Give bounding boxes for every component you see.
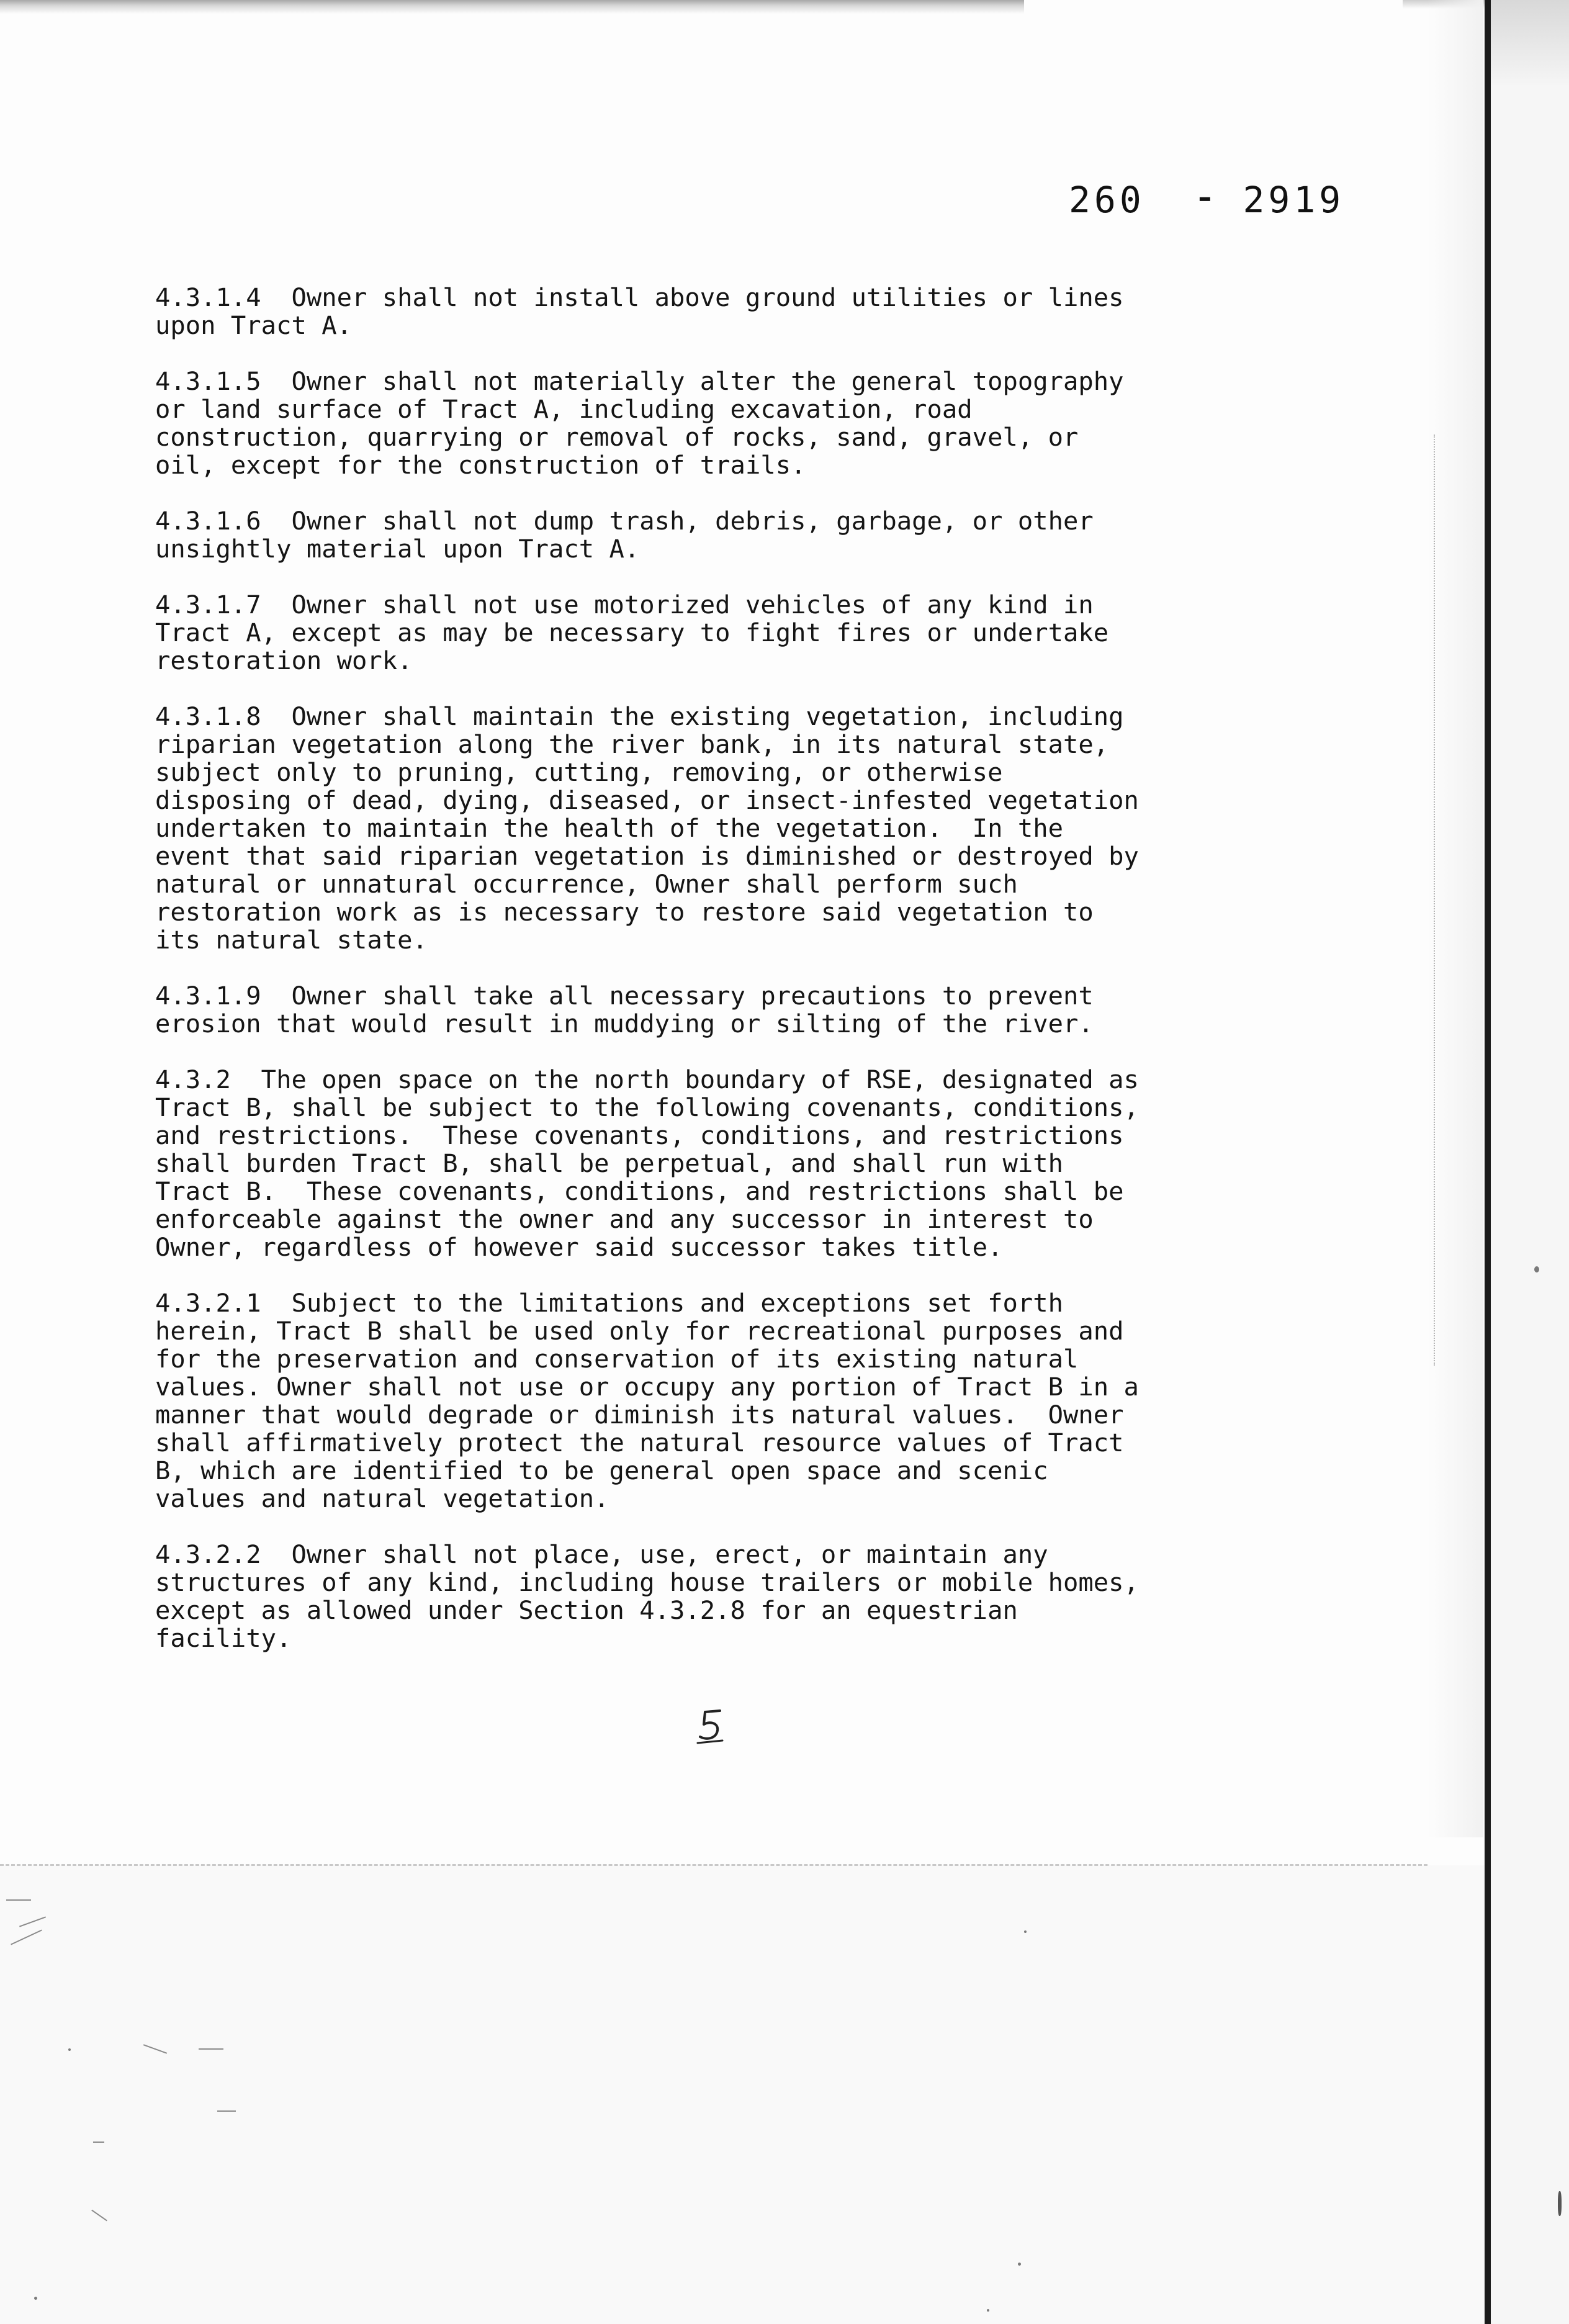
scan-speck xyxy=(1534,1266,1539,1272)
page-binding-edge xyxy=(1485,0,1491,2324)
text-line: 4.3.1.6 Owner shall not dump trash, debris, garbage, or other xyxy=(155,506,1094,536)
text-line: upon Tract A. xyxy=(155,310,352,340)
text-line: Tract B. These covenants, conditions, and restrictions shall be xyxy=(155,1176,1124,1206)
text-line: shall burden Tract B, shall be perpetual, and shall run with xyxy=(155,1148,1063,1178)
text-line: 4.3.1.7 Owner shall not use motorized vehicles of any kind in xyxy=(155,590,1094,619)
document-body xyxy=(155,284,1322,1680)
text-line: event that said riparian vegetation is diminished or destroyed by xyxy=(155,841,1139,871)
text-line: disposing of dead, dying, diseased, or insect-infested vegetation xyxy=(155,785,1139,815)
text-line: enforceable against the owner and any successor in interest to xyxy=(155,1204,1094,1234)
text-line: natural or unnatural occurrence, Owner shall perform such xyxy=(155,869,1018,899)
scan-speck xyxy=(34,2297,37,2300)
scan-mark xyxy=(217,2110,236,2112)
text-line: subject only to pruning, cutting, removing, or otherwise xyxy=(155,757,1003,787)
clause-4-3-1-8 xyxy=(155,703,1322,954)
scan-fold-line xyxy=(0,1864,1427,1866)
text-line: B, which are identified to be general open space and scenic xyxy=(155,1456,1048,1485)
text-line: undertaken to maintain the health of the vegetation. In the xyxy=(155,813,1063,843)
text-line: for the preservation and conservation of its existing natural xyxy=(155,1344,1079,1374)
text-line: facility. xyxy=(155,1623,292,1653)
text-line: values. Owner shall not use or occupy any portion of Tract B in a xyxy=(155,1372,1139,1402)
scan-speck xyxy=(1024,1930,1027,1933)
scan-dotted-edge xyxy=(1434,435,1435,1366)
scan-speck xyxy=(68,2048,71,2051)
scan-right-margin-top xyxy=(1491,0,1569,87)
text-line: 4.3.2.1 Subject to the limitations and exceptions set forth xyxy=(155,1288,1063,1318)
text-line: restoration work. xyxy=(155,646,413,675)
text-line: Tract A, except as may be necessary to fight fires or undertake xyxy=(155,618,1109,647)
clause-4-3-1-5 xyxy=(155,367,1322,479)
text-line: 4.3.2 The open space on the north boundary of RSE, designated as xyxy=(155,1065,1139,1094)
text-line: 4.3.1.9 Owner shall take all necessary precautions to prevent xyxy=(155,981,1094,1011)
text-line: manner that would degrade or diminish its natural values. Owner xyxy=(155,1400,1124,1430)
text-line: erosion that would result in muddying or silting of the river. xyxy=(155,1009,1094,1038)
text-line: 4.3.1.8 Owner shall maintain the existing vegetation, including xyxy=(155,701,1124,731)
clause-4-3-1-7 xyxy=(155,591,1322,675)
scan-shadow xyxy=(1427,0,1483,1837)
text-line: shall affirmatively protect the natural resource values of Tract xyxy=(155,1428,1124,1457)
scan-speck xyxy=(987,2309,989,2312)
text-line: riparian vegetation along the river bank, in its natural state, xyxy=(155,729,1109,759)
document-page-reference: 260 ⁃ 2919 xyxy=(1069,179,1345,221)
text-line: unsightly material upon Tract A. xyxy=(155,534,640,564)
scan-top-edge xyxy=(0,0,1024,14)
text-line: restoration work as is necessary to restore said vegetation to xyxy=(155,897,1094,927)
scan-mark xyxy=(93,2142,104,2143)
text-line: its natural state. xyxy=(155,925,428,955)
text-line: 4.3.2.2 Owner shall not place, use, erect, or maintain any xyxy=(155,1539,1048,1569)
handwritten-page-number xyxy=(695,1706,726,1749)
text-line: construction, quarrying or removal of rocks, sand, gravel, or xyxy=(155,422,1079,452)
text-line: 4.3.1.5 Owner shall not materially alter the general topography xyxy=(155,366,1124,396)
clause-4-3-1-6 xyxy=(155,507,1322,563)
clause-4-3-2-2 xyxy=(155,1541,1322,1652)
scan-mark xyxy=(6,1899,31,1901)
clause-4-3-1-4 xyxy=(155,284,1322,340)
clause-4-3-1-9 xyxy=(155,982,1322,1038)
scan-bottom-area xyxy=(0,1865,1485,2324)
clause-4-3-2-1 xyxy=(155,1289,1322,1513)
text-line: except as allowed under Section 4.3.2.8 for an equestrian xyxy=(155,1595,1018,1625)
text-line: structures of any kind, including house trailers or mobile homes, xyxy=(155,1567,1139,1597)
text-line: herein, Tract B shall be used only for recreational purposes and xyxy=(155,1316,1124,1346)
text-line: and restrictions. These covenants, conditions, and restrictions xyxy=(155,1120,1124,1150)
text-line: or land surface of Tract A, including excavation, road xyxy=(155,394,973,424)
text-line: 4.3.1.4 Owner shall not install above ground utilities or lines xyxy=(155,282,1124,312)
text-line: Tract B, shall be subject to the following covenants, conditions, xyxy=(155,1092,1139,1122)
text-line: values and natural vegetation. xyxy=(155,1484,609,1513)
scan-right-margin xyxy=(1491,0,1569,2324)
clause-4-3-2 xyxy=(155,1066,1322,1261)
text-line: oil, except for the construction of trails. xyxy=(155,450,806,480)
scan-mark xyxy=(199,2048,223,2050)
text-line: Owner, regardless of however said successor takes title. xyxy=(155,1232,1003,1262)
scan-speck xyxy=(1018,2263,1021,2266)
scan-speck xyxy=(1558,2191,1562,2216)
